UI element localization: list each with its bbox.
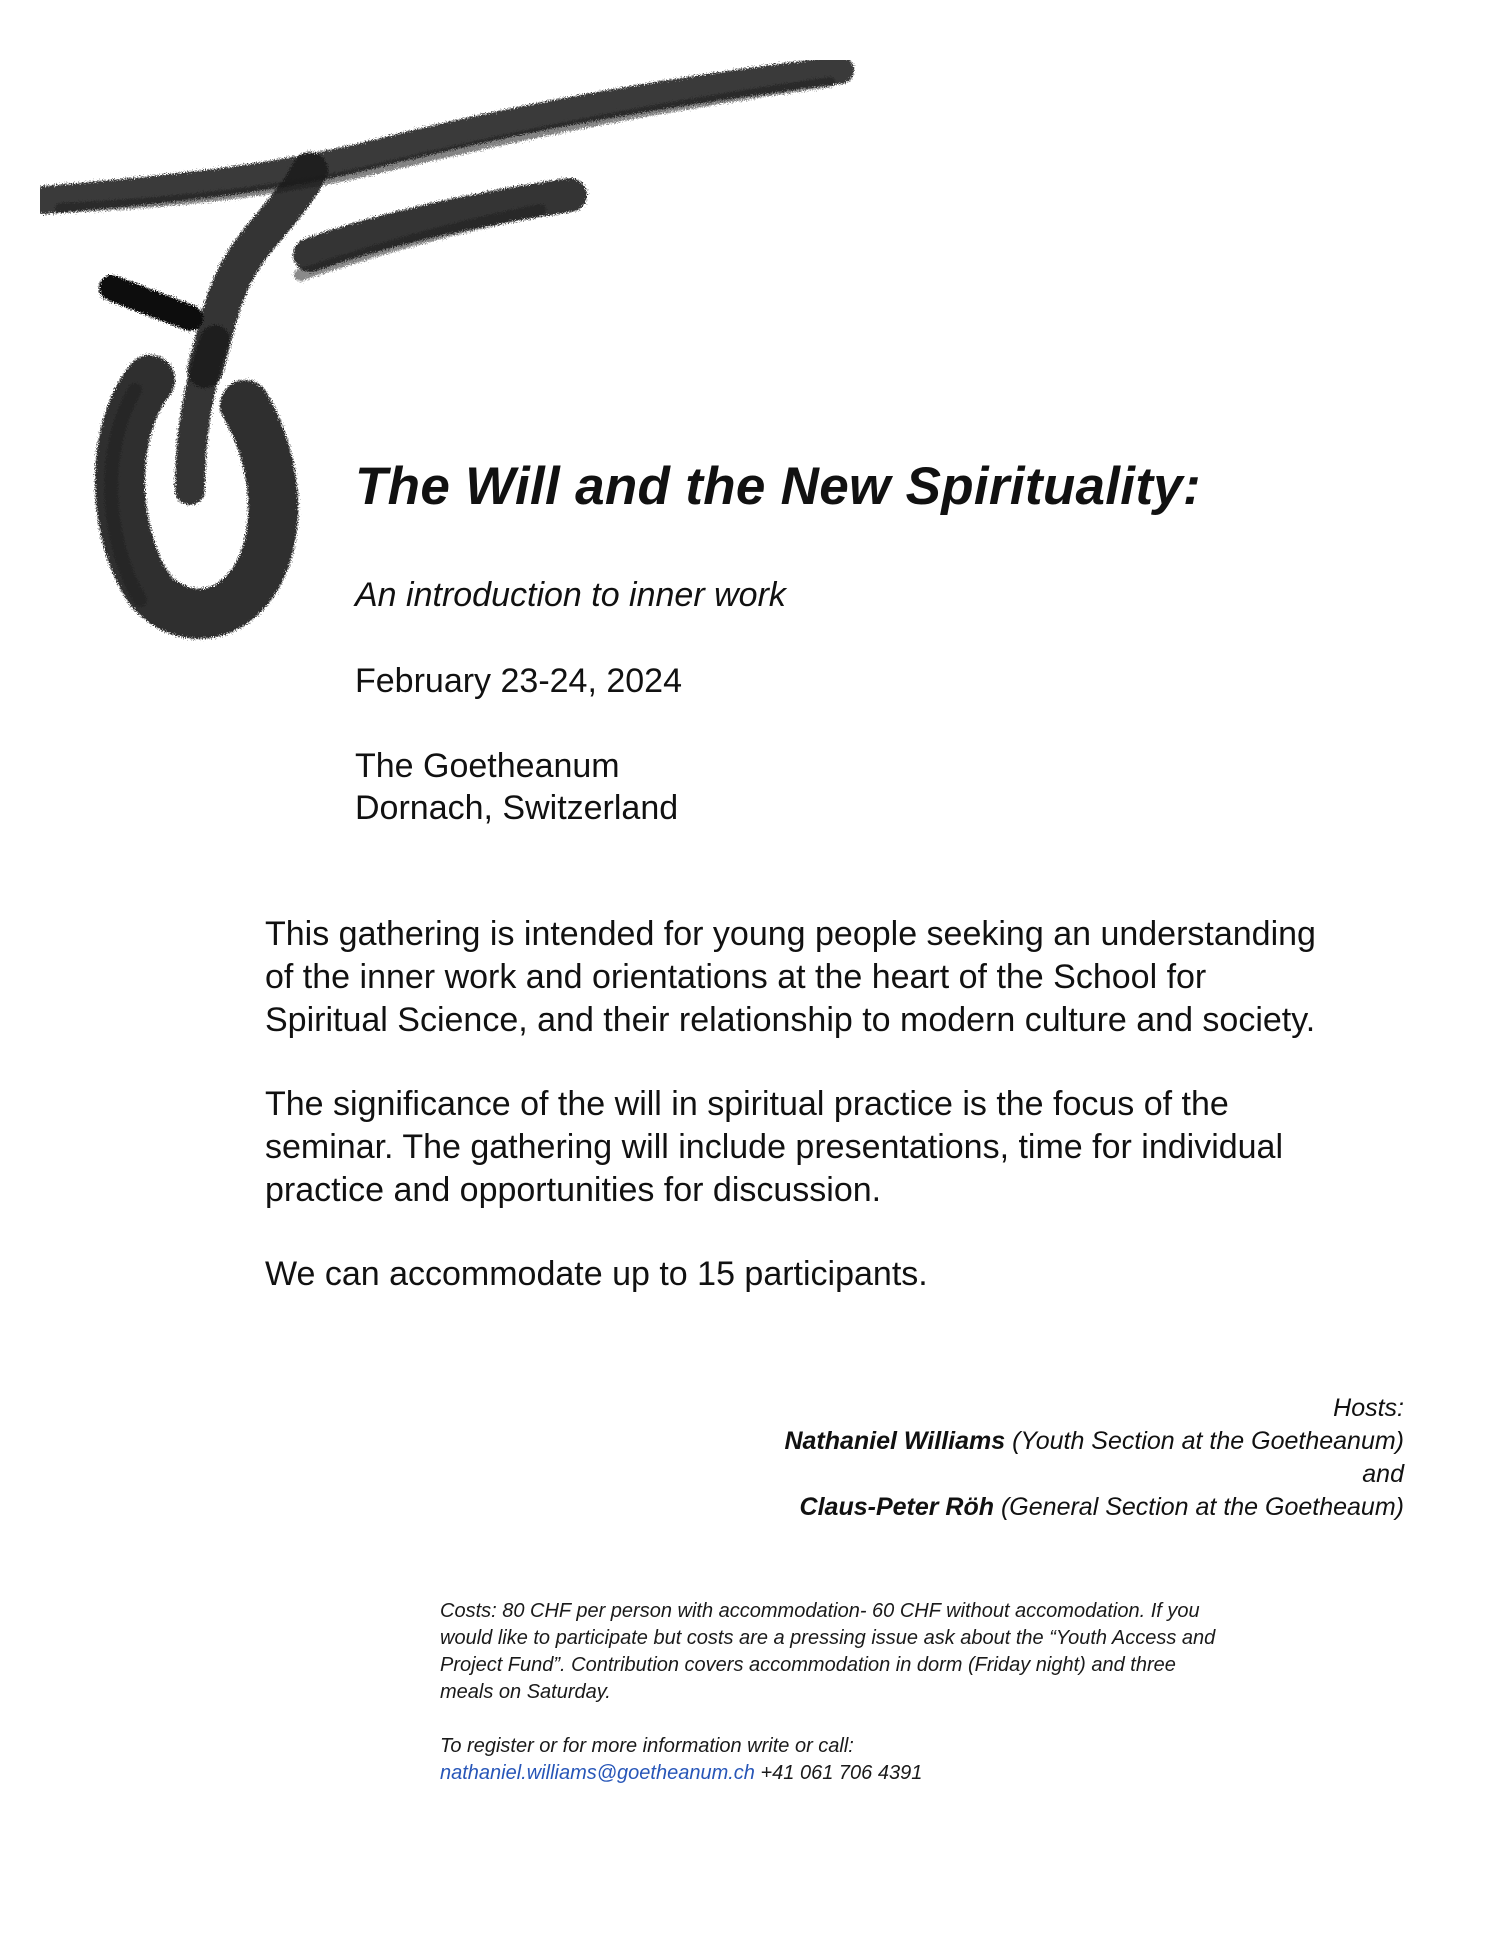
- hosts-conjunction: and: [1362, 1460, 1404, 1488]
- hosts-label: Hosts:: [1333, 1394, 1404, 1422]
- paragraph-audience: [265, 913, 1465, 1042]
- paragraph-line: Spiritual Science, and their relationship to modern culture and society.: [265, 1001, 1316, 1039]
- venue: [355, 745, 678, 829]
- costs-line: meals on Saturday.: [440, 1681, 611, 1703]
- phone-number: +41 061 706 4391: [760, 1762, 923, 1784]
- venue-location: Dornach, Switzerland: [355, 789, 679, 827]
- paragraph-capacity: [265, 1253, 1465, 1296]
- costs-line: would like to participate but costs are a pressing issue ask about the “Youth Access and: [440, 1627, 1216, 1649]
- contact-intro: To register or for more information write or call:: [440, 1735, 854, 1757]
- event-date: February 23-24, 2024: [355, 662, 682, 700]
- host-line-2: [784, 1491, 1404, 1524]
- host-name: Claus-Peter Röh: [799, 1493, 995, 1521]
- subtitle: An introduction to inner work: [355, 576, 786, 614]
- hosts-block: [784, 1392, 1404, 1524]
- host-role: (Youth Section at the Goetheanum): [1012, 1427, 1404, 1455]
- costs-line: Project Fund”. Contribution covers accommodation in dorm (Friday night) and three: [440, 1654, 1176, 1676]
- paragraph-focus: [265, 1083, 1465, 1212]
- paragraph-line: practice and opportunities for discussion.: [265, 1171, 882, 1209]
- charcoal-brush-logo-icon: [40, 60, 860, 660]
- description: [265, 913, 1465, 1337]
- costs-line: Costs: 80 CHF per person with accommodation- 60 CHF without accomodation. If you: [440, 1600, 1200, 1622]
- venue-name: The Goetheanum: [355, 747, 620, 785]
- paragraph-line: This gathering is intended for young people seeking an understanding: [265, 915, 1316, 953]
- host-name: Nathaniel Williams: [784, 1427, 1006, 1455]
- paragraph-line: We can accommodate up to 15 participants.: [265, 1255, 928, 1293]
- email-link[interactable]: nathaniel.williams@goetheanum.ch: [440, 1762, 755, 1784]
- costs-note: [440, 1598, 1400, 1706]
- contact-note: [440, 1733, 1400, 1787]
- host-role: (General Section at the Goetheaum): [1000, 1493, 1404, 1521]
- paragraph-line: seminar. The gathering will include presentations, time for individual: [265, 1128, 1284, 1166]
- page-title: The Will and the New Spirituality:: [355, 457, 1202, 516]
- paragraph-line: The significance of the will in spiritual practice is the focus of the: [265, 1085, 1229, 1123]
- fine-print: [440, 1598, 1400, 1814]
- paragraph-line: of the inner work and orientations at the heart of the School for: [265, 958, 1207, 996]
- host-line-1: [784, 1425, 1404, 1458]
